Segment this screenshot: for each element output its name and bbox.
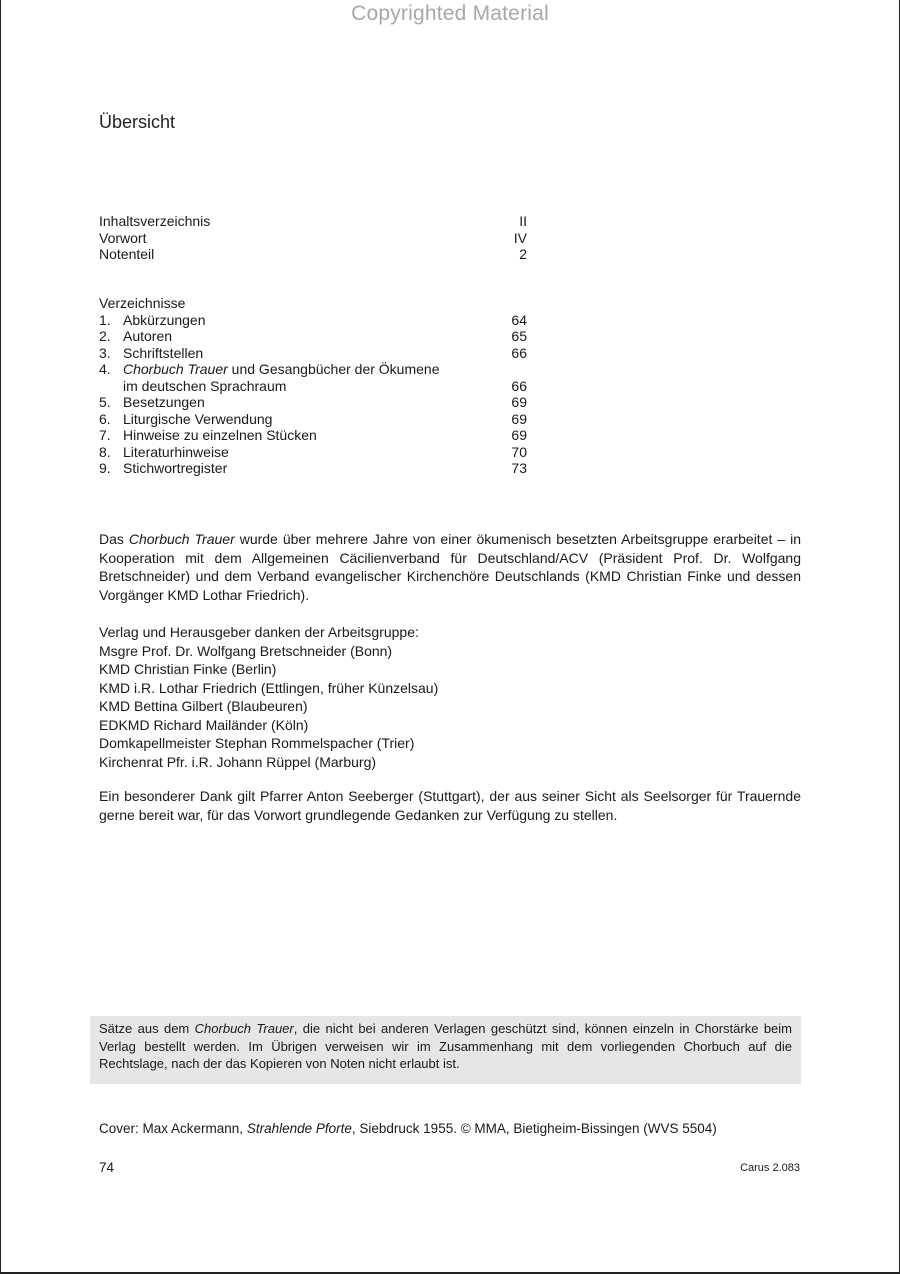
toc-row: 7. Hinweise zu einzelnen Stücken 69	[99, 427, 527, 443]
toc-row: 6. Liturgische Verwendung 69	[99, 410, 527, 427]
toc-row: Vorwort IV	[99, 229, 527, 246]
toc-row: 5. Besetzungen 69	[99, 394, 527, 410]
list-item: EDKMD Richard Mailänder (Köln)	[99, 716, 309, 733]
intro-paragraph: Das Chorbuch Trauer wurde über mehrere Jahre von einer ökumenisch besetzten Arbeitsgruppe erarbeitet – in Kooperation mit dem Allgemeinen Cäcilienverband für Deutschland/ACV (Präsident Prof. Dr. Wolfgang Bretschneider) und dem Verband evangelischer Kirchenchöre Deutschlands (KMD Christian Finke und dessen Vorgänger KMD Lothar Friedrich).	[99, 531, 801, 603]
list-item: Msgre Prof. Dr. Wolfgang Bretschneider (Bonn)	[99, 642, 393, 659]
toc-row: 9. Stichwortregister 73	[99, 460, 527, 476]
toc-row: 3. Schriftstellen 66	[99, 344, 527, 361]
thanks-list	[99, 623, 801, 771]
toc-row: 2. Autoren 65	[99, 328, 527, 344]
toc-row: Notenteil 2	[99, 246, 527, 262]
special-thanks-paragraph: Ein besonderer Dank gilt Pfarrer Anton Seeberger (Stuttgart), der aus seiner Sicht als Seelsorger für Trauernde gerne bereit war, für das Vorwort grundlegende Gedanken zur Verfügung zu stellen.	[99, 788, 801, 823]
list-item: KMD Christian Finke (Berlin)	[99, 661, 277, 677]
toc-row: 8. Literaturhinweise 70	[99, 443, 527, 460]
toc-row: Inhaltsverzeichnis II	[99, 213, 527, 229]
list-item: Domkapellmeister Stephan Rommelspacher (Trier)	[99, 735, 415, 751]
catalog-number: Carus 2.083	[740, 1162, 800, 1174]
copyright-notice-box	[90, 1016, 801, 1084]
toc-row-continued: im deutschen Sprachraum 66	[123, 377, 527, 394]
toc-row: 4. Chorbuch Trauer und Gesangbücher der Ökumene	[99, 361, 440, 377]
page-number: 74	[99, 1160, 115, 1175]
watermark: Copyrighted Material	[351, 2, 549, 25]
list-item: KMD Bettina Gilbert (Blaubeuren)	[99, 698, 308, 714]
verzeichnisse-heading: Verzeichnisse	[99, 295, 186, 311]
copyright-notice-text: Sätze aus dem Chorbuch Trauer, die nicht bei anderen Verlagen geschützt sind, können einzeln in Chorstärke beim Verlag bestellt werden. Im Übrigen verweisen wir im Zusammenhang mit dem vorliegenden Chorbuch auf die Rechtslage, nach der das Kopieren von Noten nicht erlaubt ist.	[99, 1021, 792, 1071]
list-item: KMD i.R. Lothar Friedrich (Ettlingen, früher Künzelsau)	[99, 679, 439, 696]
toc-main	[99, 213, 527, 263]
thanks-heading: Verlag und Herausgeber danken der Arbeitsgruppe:	[99, 624, 419, 640]
list-item: Kirchenrat Pfr. i.R. Johann Rüppel (Marburg)	[99, 753, 377, 770]
toc-row: 1. Abkürzungen 64	[99, 311, 527, 328]
page-title: Übersicht	[99, 112, 176, 132]
toc-verzeichnisse	[99, 295, 527, 477]
cover-credit: Cover: Max Ackermann, Strahlende Pforte, Siebdruck 1955. © MMA, Bietigheim-Bissingen (WVS 5504)	[99, 1121, 717, 1136]
